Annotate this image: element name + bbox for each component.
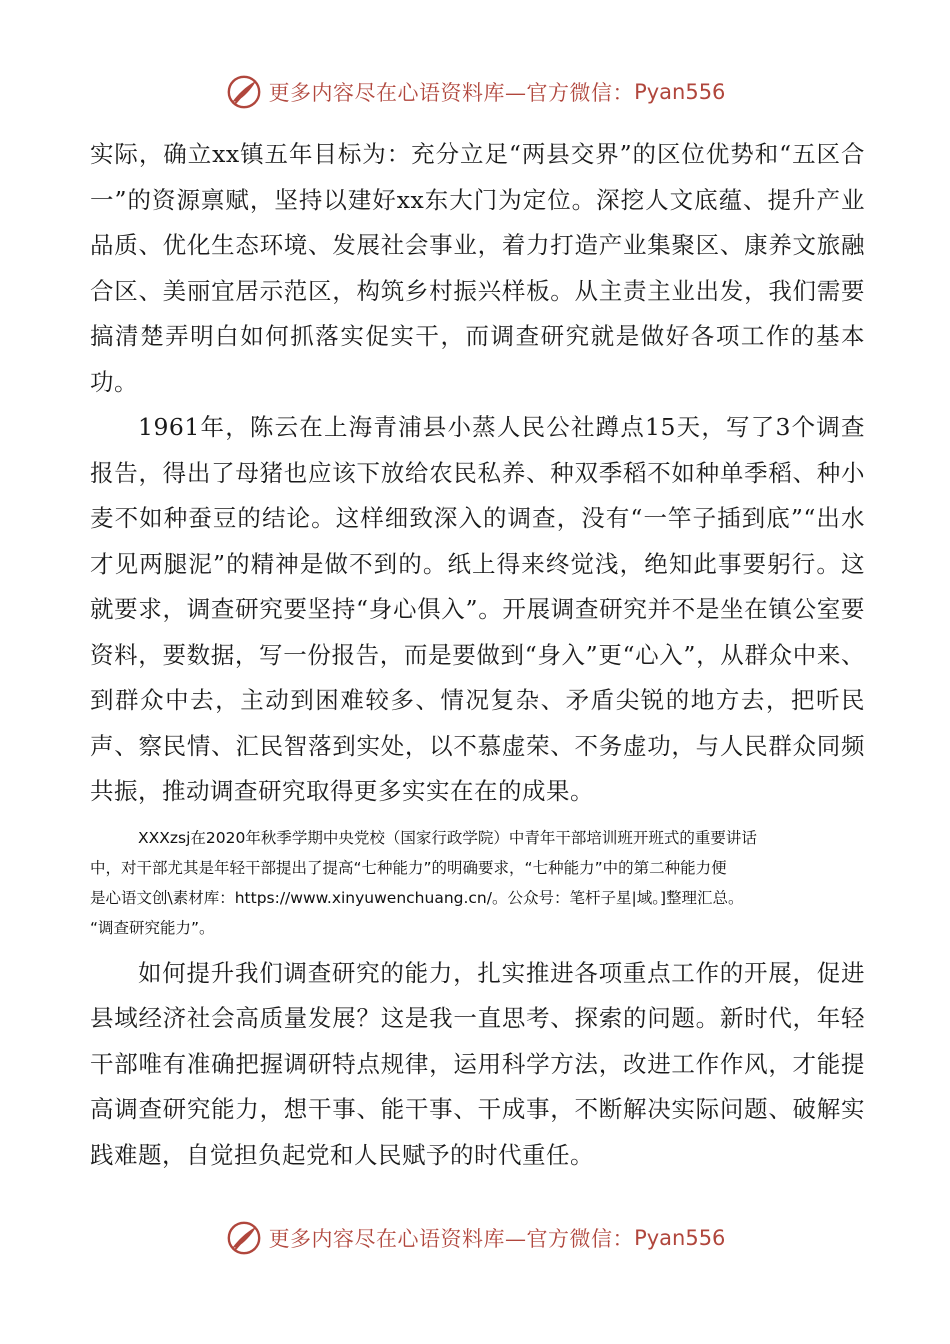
- document-body: [90, 132, 865, 1178]
- source-note: [90, 823, 865, 943]
- note-line-3: 是心语文创\素材库：https://www.xinyuwenchuang.cn/。公众号：笔杆子星|域。]整理汇总。: [90, 888, 744, 907]
- banner-text: 更多内容尽在心语资料库—官方微信：: [268, 1227, 635, 1251]
- footer-banner: [0, 1216, 950, 1260]
- banner-text: 更多内容尽在心语资料库—官方微信：: [268, 81, 635, 105]
- note-line-4: “调查研究能力”。: [90, 918, 215, 937]
- quill-logo-icon: [225, 73, 263, 111]
- paragraph-3: 如何提升我们调查研究的能力，扎实推进各项重点工作的开展，促进县域经济社会高质量发展？这是我一直思考、探索的问题。新时代，年轻干部唯有准确把握调研特点规律，运用科学方法，改进工作作风，才能提高调查研究能力，想干事、能干事、干成事，不断解决实际问题、破解实践难题，自觉担负起党和人民赋予的时代重任。: [90, 958, 865, 1169]
- note-line-1: XXXzsj在2020年秋季学期中央党校（国家行政学院）中青年干部培训班开班式的重要讲话: [138, 828, 757, 847]
- quill-logo-icon: [225, 1219, 263, 1257]
- banner-wechat-id: Pyan556: [634, 80, 726, 104]
- paragraph-1: 实际，确立xx镇五年目标为：充分立足“两县交界”的区位优势和“五区合一”的资源禀赋，坚持以建好xx东大门为定位。深挖人文底蕴、提升产业品质、优化生态环境、发展社会事业，着力打造产业集聚区、康养文旅融合区、美丽宜居示范区，构筑乡村振兴样板。从主责主业出发，我们需要搞清楚弄明白如何抓落实促实干，而调查研究就是做好各项工作的基本功。: [90, 140, 865, 396]
- banner-wechat-id: Pyan556: [634, 1226, 726, 1250]
- note-line-2: 中，对干部尤其是年轻干部提出了提高“七种能力”的明确要求，“七种能力”中的第二种能力便: [90, 858, 727, 877]
- paragraph-2: 1961年，陈云在上海青浦县小蒸人民公社蹲点15天，写了3个调查报告，得出了母猪也应该下放给农民私养、种双季稻不如种单季稻、种小麦不如种蚕豆的结论。这样细致深入的调查，没有“一竿子插到底”“出水才见两腿泥”的精神是做不到的。纸上得来终觉浅，绝知此事要躬行。这就要求，调查研究要坚持“身心俱入”。开展调查研究并不是坐在镇公室要资料，要数据，写一份报告，而是要做到“身入”更“心入”，从群众中来、到群众中去，主动到困难较多、情况复杂、矛盾尖锐的地方去，把听民声、察民情、汇民智落到实处，以不慕虚荣、不务虚功，与人民群众同频共振，推动调查研究取得更多实实在在的成果。: [90, 413, 865, 805]
- header-banner: [0, 70, 950, 114]
